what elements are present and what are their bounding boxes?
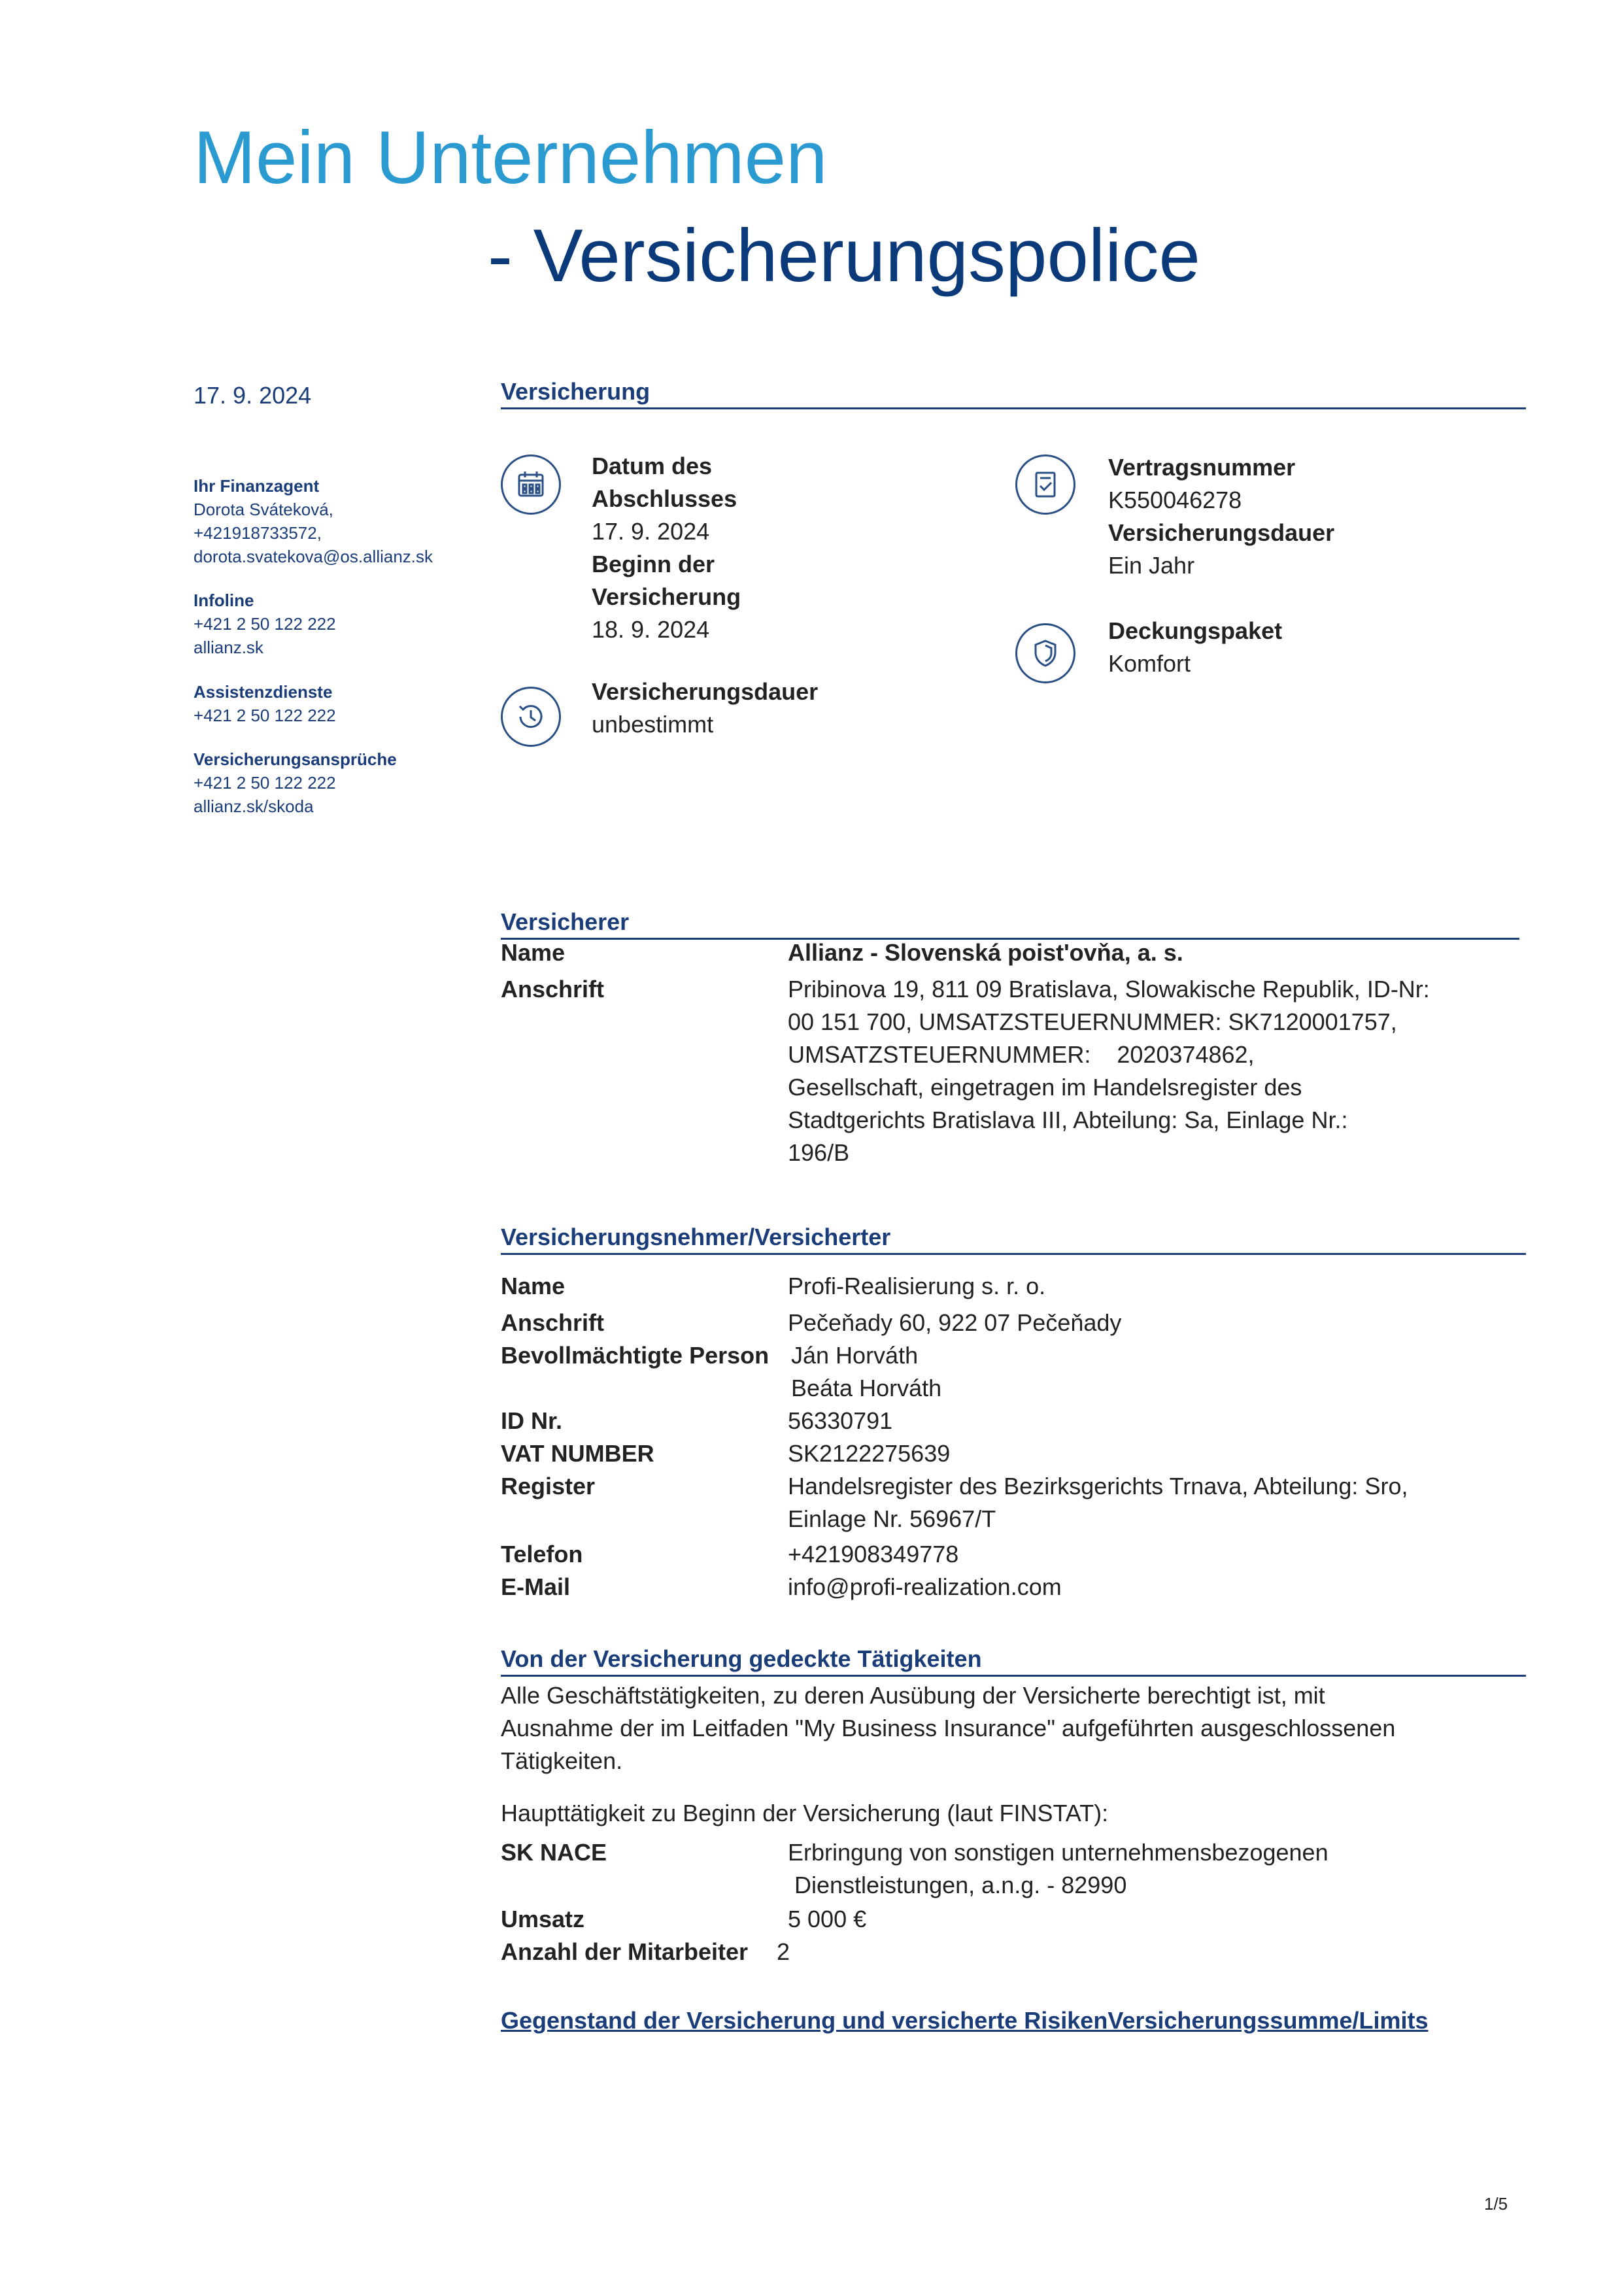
infoline-heading: Infoline — [194, 591, 254, 610]
insurer-address-line: Gesellschaft, eingetragen im Handelsregister des — [788, 1074, 1302, 1101]
package-block — [1108, 615, 1282, 680]
agent-name: Dorota Sváteková, — [194, 500, 333, 519]
ph-id-value: 56330791 — [788, 1407, 893, 1434]
start-value: 18. 9. 2024 — [592, 616, 710, 643]
insurance-section-heading: Versicherung — [501, 377, 1526, 409]
agent-email[interactable]: dorota.svatekova@os.allianz.sk — [194, 547, 433, 566]
infoline-phone[interactable]: +421 2 50 122 222 — [194, 614, 336, 634]
ph-name-value: Profi-Realisierung s. r. o. — [788, 1273, 1046, 1299]
ph-authorized-value — [791, 1339, 1530, 1405]
infoline-web[interactable]: allianz.sk — [194, 638, 263, 657]
duration-block — [592, 676, 818, 741]
activities-para-line: Ausnahme der im Leitfaden "My Business Insurance" aufgeführten ausgeschlossenen — [501, 1715, 1396, 1741]
assistance-phone[interactable]: +421 2 50 122 222 — [194, 706, 336, 725]
conclusion-date-block — [592, 450, 741, 646]
nace-value — [788, 1836, 1527, 1902]
ph-email-value[interactable]: info@profi-realization.com — [788, 1573, 1062, 1600]
start-label-2: Versicherung — [592, 583, 741, 610]
duration-label: Versicherungsdauer — [592, 678, 819, 705]
ph-authorized-person-2: Beáta Horváth — [791, 1375, 942, 1401]
contract-value: K550046278 — [1108, 487, 1242, 513]
ph-register-label: Register — [501, 1473, 596, 1499]
ph-register-line: Einlage Nr. 56967/T — [788, 1505, 996, 1532]
claims-web[interactable]: allianz.sk/skoda — [194, 797, 314, 816]
page-number: 1/5 — [1484, 2194, 1508, 2214]
ph-id-label: ID Nr. — [501, 1407, 563, 1434]
page-title-line1: Mein Unternehmen — [194, 116, 828, 199]
package-value: Komfort — [1108, 650, 1191, 677]
ph-name-label: Name — [501, 1273, 566, 1299]
insurer-address-label: Anschrift — [501, 976, 605, 1002]
activities-paragraph — [501, 1679, 1526, 1777]
calendar-icon — [501, 454, 561, 515]
employees-label: Anzahl der Mitarbeiter — [501, 1938, 749, 1965]
insurer-address-line: 00 151 700, UMSATZSTEUERNUMMER: SK7120001757, — [788, 1008, 1397, 1035]
turnover-value: 5 000 € — [788, 1906, 867, 1932]
activities-section-heading: Von der Versicherung gedeckte Tätigkeiten — [501, 1645, 1526, 1677]
conclusion-label-2: Abschlusses — [592, 485, 737, 512]
ph-address-value: Pečeňady 60, 922 07 Pečeňady — [788, 1309, 1122, 1336]
assistance-block — [194, 680, 468, 727]
insurer-address-value — [788, 973, 1527, 1169]
document-date: 17. 9. 2024 — [194, 382, 312, 409]
period-label: Versicherungsdauer — [1108, 519, 1335, 546]
employees-value: 2 — [777, 1938, 790, 1965]
subject-section-heading: Gegenstand der Versicherung und versicherte RisikenVersicherungssumme/Limits — [501, 2007, 1429, 2034]
duration-value: unbestimmt — [592, 711, 714, 738]
nace-line: Erbringung von sonstigen unternehmensbezogenen — [788, 1839, 1328, 1866]
ph-vat-value: SK2122275639 — [788, 1440, 951, 1467]
insurer-address-line: 196/B — [788, 1139, 850, 1166]
turnover-label: Umsatz — [501, 1906, 585, 1932]
contract-label: Vertragsnummer — [1108, 454, 1296, 481]
main-activity-text: Haupttätigkeit zu Beginn der Versicherung (laut FINSTAT): — [501, 1800, 1109, 1826]
ph-register-line: Handelsregister des Bezirksgerichts Trnava, Abteilung: Sro, — [788, 1473, 1408, 1499]
activities-para-line: Tätigkeiten. — [501, 1747, 623, 1774]
agent-heading: Ihr Finanzagent — [194, 476, 320, 496]
ph-email-label: E-Mail — [501, 1573, 571, 1600]
activities-para-line: Alle Geschäftstätigkeiten, zu deren Ausübung der Versicherte berechtigt ist, mit — [501, 1682, 1325, 1709]
assistance-heading: Assistenzdienste — [194, 682, 333, 702]
ph-phone-label: Telefon — [501, 1541, 583, 1568]
clock-history-icon — [501, 687, 561, 747]
period-value: Ein Jahr — [1108, 552, 1195, 579]
policyholder-section-heading: Versicherungsnehmer/Versicherter — [501, 1223, 1526, 1255]
agent-phone[interactable]: +421918733572, — [194, 523, 322, 543]
claims-phone[interactable]: +421 2 50 122 222 — [194, 773, 336, 793]
page-title-line2: - Versicherungspolice — [488, 214, 1200, 298]
infoline-block — [194, 589, 468, 659]
ph-phone-value[interactable]: +421908349778 — [788, 1541, 959, 1568]
ph-vat-label: VAT NUMBER — [501, 1440, 654, 1467]
ph-authorized-person-1: Ján Horváth — [791, 1342, 919, 1369]
agent-contact-block — [194, 474, 468, 568]
insurer-address-line: Pribinova 19, 811 09 Bratislava, Slowakische Republik, ID-Nr: — [788, 976, 1430, 1002]
claims-heading: Versicherungsansprüche — [194, 749, 397, 769]
insurer-name-value: Allianz - Slovenská poist'ovňa, a. s. — [788, 939, 1183, 966]
package-label: Deckungspaket — [1108, 617, 1283, 644]
contract-block — [1108, 451, 1334, 582]
shield-icon — [1015, 623, 1075, 683]
ph-address-label: Anschrift — [501, 1309, 605, 1336]
conclusion-value: 17. 9. 2024 — [592, 518, 710, 545]
nace-label: SK NACE — [501, 1839, 607, 1866]
ph-authorized-label: Bevollmächtigte Person — [501, 1342, 770, 1369]
insurer-address-line: UMSATZSTEUERNUMMER: 2020374862, — [788, 1041, 1255, 1068]
nace-line: Dienstleistungen, a.n.g. - 82990 — [794, 1872, 1127, 1898]
conclusion-label: Datum des — [592, 453, 713, 479]
insurer-section-heading: Versicherer — [501, 908, 1519, 940]
insurer-name-label: Name — [501, 939, 566, 966]
claims-block — [194, 747, 468, 818]
ph-register-value — [788, 1470, 1527, 1535]
insurer-address-line: Stadtgerichts Bratislava III, Abteilung: Sa, Einlage Nr.: — [788, 1106, 1348, 1133]
contract-document-icon — [1015, 454, 1075, 515]
start-label: Beginn der — [592, 551, 715, 577]
